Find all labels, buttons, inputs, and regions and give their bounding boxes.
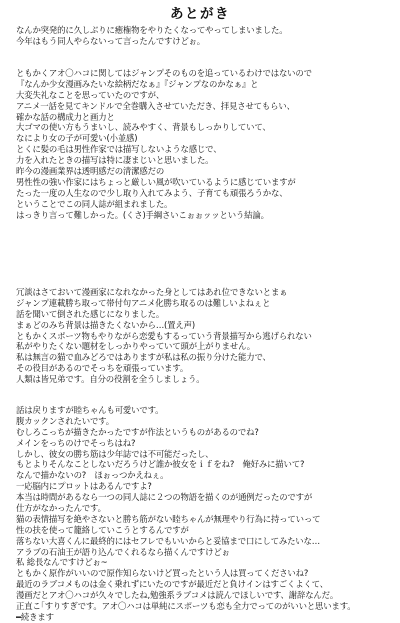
text-line: 男性性の強い作家にはちょっと厳しい風が吹いているように感じていますが — [16, 176, 296, 187]
text-line: なにより女の子が可愛い(小並感) — [16, 133, 138, 144]
text-line: 大ゴマの使い方もうまいし、読みやすく、背景もしっかりしていて、 — [16, 122, 271, 133]
text-line: たった一度の人生なので少し取り入れてみよう、子育ても頑張ろうかな、 — [16, 187, 288, 198]
page-title: あとがき — [170, 6, 230, 22]
text-line: 漫画だとアオ〇ハコが久々でしたね,勉強系ラブコメは読んでほしいです、謝辞なんだ。 — [16, 590, 339, 601]
text-line: 大変失礼なことを思っていたのですが、 — [16, 89, 165, 100]
text-line: 私は無言の猫で血みどろではありますが私は私の振り分けた能力で、 — [16, 352, 271, 363]
text-line: 私がやりたくない題材をしっかりやっていて頭が上がりません。 — [16, 341, 256, 352]
text-line: むしろこっちが描きたかったですが作法というものがあるのでね? — [16, 426, 259, 437]
text-line: 本当は時間があるなら一つの同人誌に２つの物語を描くのが通例だったのですが — [16, 492, 313, 503]
text-line: ともかくスポーツ物もやりながら恋愛もするっていう背景描写から逃げられない — [16, 330, 312, 341]
text-line: 正直こ｢すりすぎです。アオ〇ハコは単純にスポーツも恋も全力でってのがいいと思います。 — [16, 601, 356, 612]
text-line: ともかくアオ〇ハコに関してはジャンプそのものを追っているわけではないので — [16, 68, 312, 78]
text-line: しかし、彼女の勝ち筋は少年誌では不可能だったし、 — [16, 448, 214, 459]
text-line: ━続きます — [16, 611, 54, 622]
text-line: 力を入れたときの描写は特に凄まじいと思いました。 — [16, 155, 214, 166]
text-line: 私 総長なんですけどぉ~ — [16, 557, 108, 568]
text-line: アニメ一話を見てキンドルで全巻購入させていただき、拝見させてもらい、 — [16, 100, 295, 111]
text-line: 猫の表情描写を絶やさないと勝ち筋がない睦ちゃんが無理やり行為に持っていって — [16, 513, 321, 524]
text-line: 冗談はさておいて漫画家になれなかった身としてはあれ位できないとまぁ — [16, 287, 288, 297]
text-line: 腹カックンされたいです。 — [16, 415, 114, 426]
text-line: まぁどのみち背景は描きたくないから…(置え声) — [16, 319, 195, 330]
impressions-paragraph — [16, 68, 388, 220]
text-line: もとよりそんなことしないだろうけど誰か彼女をｉｆをね? 俺好みに描いて? — [16, 459, 305, 470]
text-line: 落ちない大喜くんに最終的にはセフレでもいいからと妥協まで口にしてみたいな… — [16, 535, 320, 546]
closing-paragraph — [16, 405, 388, 623]
text-line: 『なんか少女漫画みたいな絵柄だなぁ』『ジャンプなのかなぁ』と — [16, 78, 259, 89]
text-line: 最近のラブコメものは金く乗れずにいたのですが最近だと負けインはすごくよくて、 — [16, 579, 328, 590]
text-line: 昨今の漫画業界は透明感だの清潔感だの — [16, 166, 165, 177]
text-line: 今年はもう同人やらないって言ったんですけどぉ。 — [16, 35, 206, 46]
text-line: なんか突発的に久しぶりに癒権物をやりたくなってやってしまいました。 — [16, 25, 288, 35]
text-line: メインをっちのけでそっちはね? — [16, 437, 136, 448]
text-line: はっきり言って難しかった。(くさ)手綱さいこぉぉッッという結論。 — [16, 209, 269, 220]
text-line: 人類は皆兄弟です。自分の役割を全うしましょう。 — [16, 374, 205, 385]
text-line: 一応脳内にプロットはあるんですよ? — [16, 481, 152, 492]
text-line: 話は戻りますが睦ちゃんも可愛いです。 — [16, 405, 164, 415]
text-line: とくに髪の毛は男性作家では描写しないような感じで、 — [16, 144, 222, 155]
text-line: ともかく原作がいいので原作知らないけど買ったという人は買ってくださいね? — [16, 568, 309, 579]
text-line: アラブの石油王が語り込んでくれるなら描くんですけどぉ — [16, 546, 230, 557]
text-line: ジャンプ連載勝ち取って帯付句アニメ化勝ち取るのは難しいよねぇと — [16, 297, 271, 308]
intro-paragraph — [16, 25, 388, 47]
text-line: なんで描かないの? ほぉっつかえねぇ。 — [16, 470, 169, 481]
text-line: ということでこの同人誌が組まれました。 — [16, 198, 173, 209]
text-line: 確かな話の構成力と画力と — [16, 111, 115, 122]
text-line: 仕方がなかったんです。 — [16, 503, 106, 514]
text-line: 話を聞いて倒された感じになりました。 — [16, 308, 165, 319]
text-line: その役目があるのでそっちを頑張っています。 — [16, 363, 189, 374]
text-line: 性の扶を使って籠絡していこうとするんですが — [16, 524, 189, 535]
reflection-paragraph — [16, 287, 388, 385]
